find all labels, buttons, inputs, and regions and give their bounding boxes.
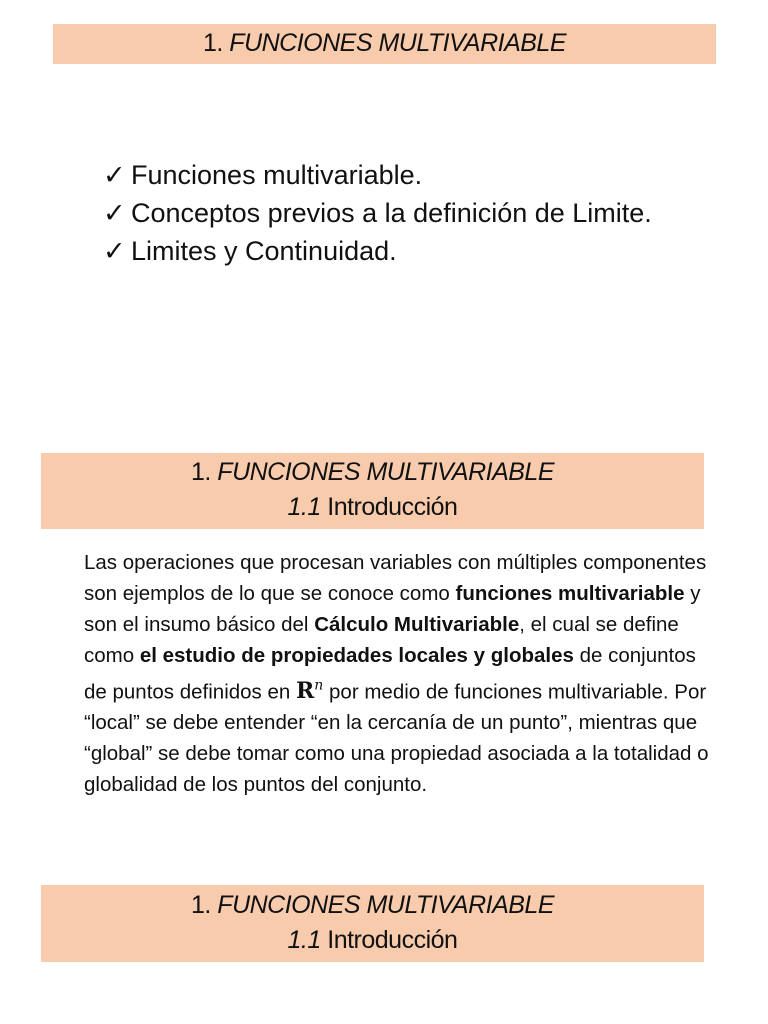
paragraph-text: de conjuntos de puntos definidos en: [84, 644, 696, 704]
subsection-number: 1.1: [287, 493, 321, 521]
math-rn-exponent: n: [314, 678, 324, 694]
topics-checklist: [103, 156, 652, 270]
subsection-title-text: Introducción: [327, 926, 458, 954]
bold-term: Cálculo Multivariable: [314, 613, 520, 636]
section-header-band: [41, 885, 704, 962]
paragraph-text: por medio de funciones multivariable. Por “local” se debe entender “en la cercanía de un punto”, mientras que “global” se debe tomar como una propiedad asociada a la totalidad o globalidad de los puntos del conjunto.: [84, 680, 709, 797]
bold-term: funciones multivariable: [455, 582, 685, 605]
paragraph-text: y son el insumo básico del: [84, 582, 701, 636]
check-mark-icon: ✓: [103, 198, 126, 228]
section-header-band: [53, 24, 716, 64]
checklist-item-label: Limites y Continuidad.: [131, 236, 397, 266]
checklist-item: [103, 232, 652, 270]
checklist-item-label: Funciones multivariable.: [131, 160, 423, 190]
checklist-item: [103, 194, 652, 232]
section-title-text: FUNCIONES MULTIVARIABLE: [229, 29, 567, 57]
checklist-item: [103, 156, 652, 194]
math-rn-base: R: [296, 678, 315, 705]
paragraph-text: , el cual se define como: [84, 613, 679, 667]
subsection-number: 1.1: [287, 926, 321, 954]
section-number: 1.: [190, 891, 211, 919]
bold-term: el estudio de propiedades locales y globales: [139, 644, 574, 667]
section-title: [41, 888, 704, 922]
check-mark-icon: ✓: [103, 160, 126, 190]
subsection-title-text: Introducción: [327, 493, 458, 521]
math-rn: [296, 678, 323, 704]
section-title-text: FUNCIONES MULTIVARIABLE: [217, 891, 555, 919]
subsection-title: [41, 923, 704, 957]
section-title: [41, 455, 704, 489]
section-title: [53, 24, 716, 62]
checklist-item-label: Conceptos previos a la definición de Limite.: [131, 198, 652, 228]
paragraph-text: Las operaciones que procesan variables con múltiples componentes son ejemplos de lo que se conoce como: [84, 551, 707, 605]
subsection-title: [41, 490, 704, 524]
section-number: 1.: [202, 29, 223, 57]
check-mark-icon: ✓: [103, 236, 126, 266]
section-number: 1.: [190, 458, 211, 486]
section-header-band: [41, 453, 704, 529]
intro-paragraph: [84, 547, 716, 800]
section-title-text: FUNCIONES MULTIVARIABLE: [217, 458, 555, 486]
